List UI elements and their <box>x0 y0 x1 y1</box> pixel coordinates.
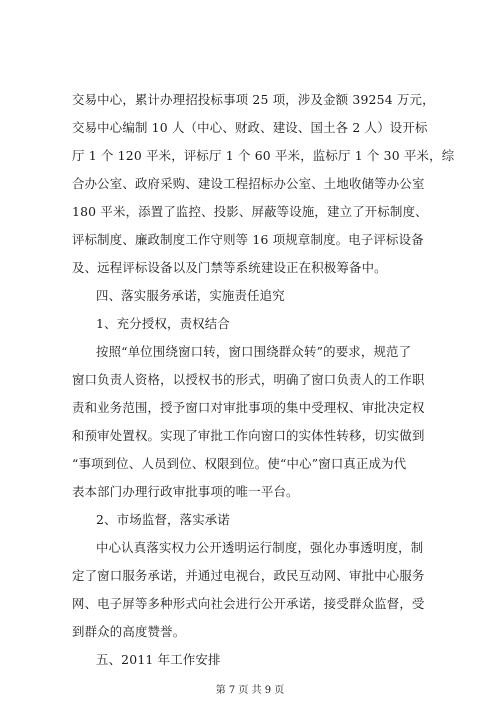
text-line: “事项到位、人员到位、权限到位。使“中心”窗口真正成为代 <box>72 456 407 471</box>
text-line: 和预审处置权。实现了审批工作向窗口的实体性转移，切实做到 <box>72 428 425 443</box>
section-heading: 五、2011 年工作安排 <box>96 652 221 667</box>
text-line: 评标制度、廉政制度工作守则等 16 项规章制度。电子评标设备 <box>72 232 424 247</box>
text-line: 180 平米，添置了监控、投影、屏蔽等设施，建立了开标制度、 <box>72 204 428 219</box>
text-line: 交易中心，累计办理招投标事项 25 项，涉及金额 39254 万元， <box>72 92 435 107</box>
text-line: 及、远程评标设备以及门禁等系统建设正在积极筹备中。 <box>72 260 387 275</box>
text-line: 中心认真落实权力公开透明运行制度，强化办事透明度，制 <box>96 540 424 555</box>
subsection-heading: 1、充分授权，责权结合 <box>96 316 230 331</box>
text-line: 合办公室、政府采购、建设工程招标办公室、土地收储等办公室 <box>72 176 425 191</box>
text-line: 责和业务范围，授予窗口对审批事项的集中受理权、审批决定权 <box>72 400 425 415</box>
text-line: 按照“单位围绕窗口转，窗口围绕群众转”的要求，规范了 <box>96 344 412 359</box>
text-line: 到群众的高度赞誉。 <box>72 624 186 639</box>
text-line: 表本部门办理行政审批事项的唯一平台。 <box>72 484 299 499</box>
text-line: 交易中心编制 10 人（中心、财政、建设、国土各 2 人）设开标 <box>72 120 428 135</box>
page-number-footer: 第 7 页 共 9 页 <box>215 685 285 696</box>
text-line: 窗口负责人资格，以授权书的形式，明确了窗口负责人的工作职 <box>72 372 425 387</box>
text-line: 厅 1 个 120 平米，评标厅 1 个 60 平米，监标厅 1 个 30 平米，综 <box>72 148 455 163</box>
section-heading: 四、落实服务承诺，实施责任追究 <box>96 288 285 303</box>
text-line: 网、电子屏等多种形式向社会进行公开承诺，接受群众监督，受 <box>72 596 425 611</box>
text-line: 定了窗口服务承诺，并通过电视台，政民互动网、审批中心服务 <box>72 568 425 583</box>
subsection-heading: 2、市场监督，落实承诺 <box>96 512 230 527</box>
